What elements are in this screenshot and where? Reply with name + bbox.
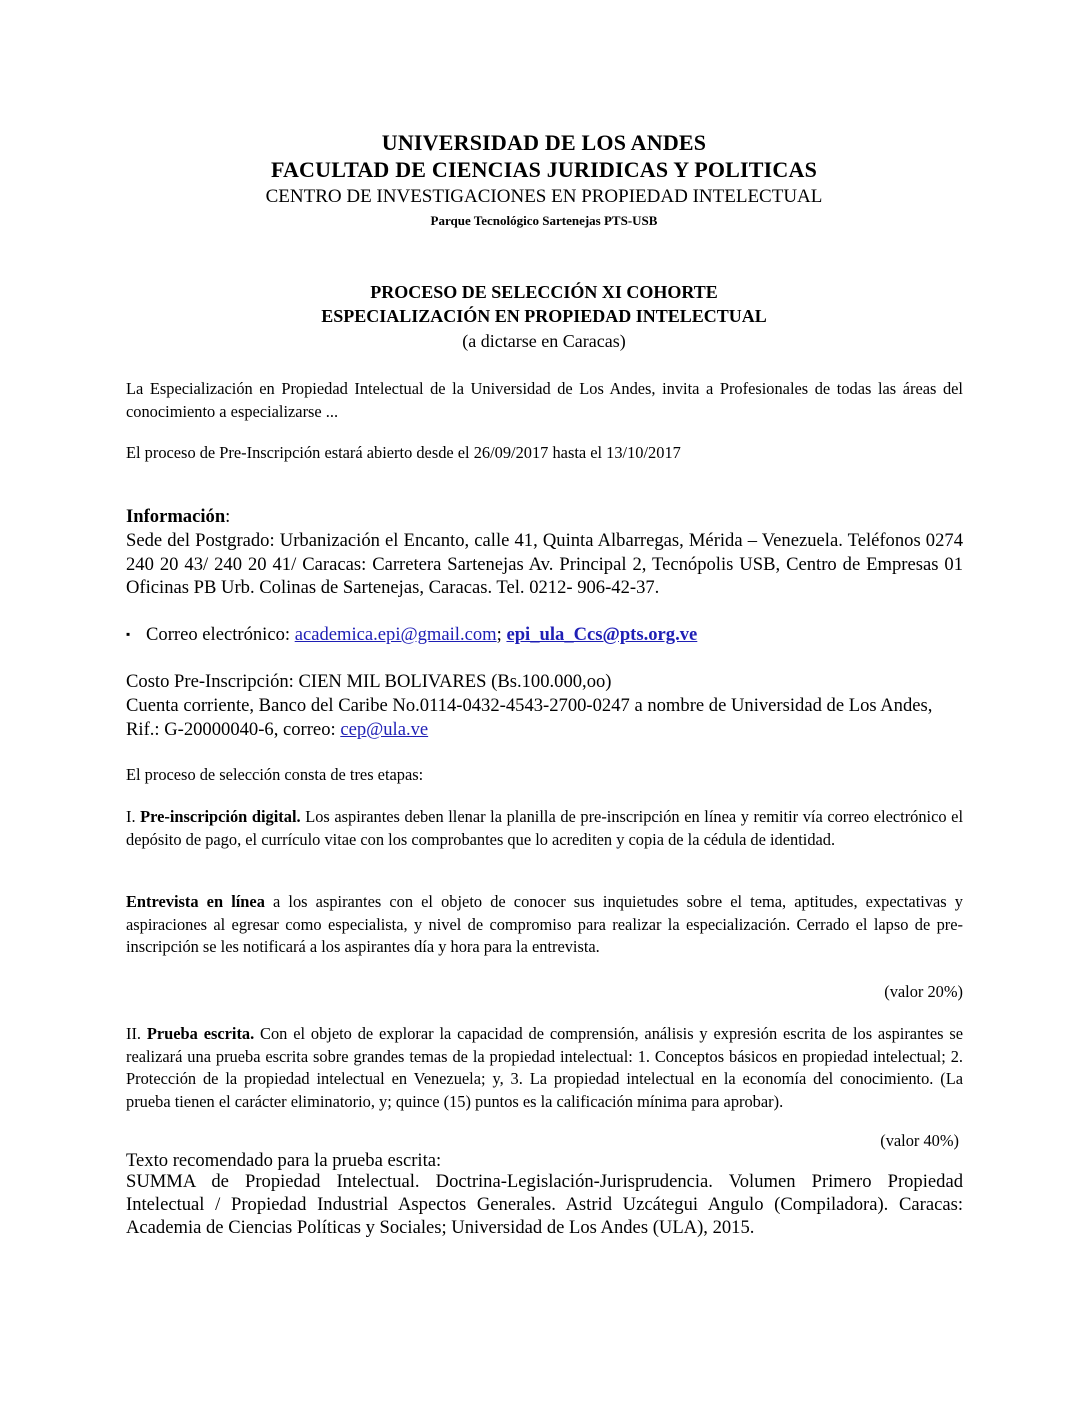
stage1-paragraph (126, 806, 963, 851)
interview-paragraph (126, 891, 963, 959)
email-link-academica[interactable]: academica.epi@gmail.com (294, 624, 497, 645)
stage1-text: Los aspirantes deben llenar la planilla de pre-inscripción en línea y remitir vía correo electrónico el depósito de pago, el currículo vitae con los comprobantes que lo acrediten y copia de la cédula de identidad. (126, 807, 963, 849)
university-title: UNIVERSIDAD DE LOS ANDES (381, 130, 707, 155)
interview-title: Entrevista en línea (126, 892, 265, 911)
selection-process-title: PROCESO DE SELECCIÓN XI COHORTE (370, 282, 718, 302)
email-link-cep[interactable]: cep@ula.ve (340, 718, 429, 740)
preinscription-period: El proceso de Pre-Inscripción estará abierto desde el 26/09/2017 hasta el 13/10/2017 (126, 443, 681, 462)
stages-intro: El proceso de selección consta de tres etapas: (126, 765, 424, 784)
bank-account-text: Cuenta corriente, Banco del Caribe No.0114-0432-4543-2700-0247 a nombre de Universidad de Los Andes, Rif.: G-20000040-6, correo: (126, 695, 933, 740)
info-heading-colon: : (225, 506, 231, 527)
tech-park-subtitle: Parque Tecnológico Sartenejas PTS-USB (430, 213, 658, 228)
faculty-title: FACULTAD DE CIENCIAS JURIDICAS Y POLITICAS (270, 157, 818, 182)
stage2-text: Con el objeto de explorar la capacidad de comprensión, análisis y expresión escrita de los aspirantes se realizará una prueba escrita sobre grandes temas de la propiedad intelectual: 1. Conceptos básicos en propiedad intelectual; 2. Protección de la propiedad intelectual en Venezuela; y, 3. La propiedad intelectual en la economía del conocimiento. (La prueba tienen el carácter eliminatorio, y; quince (15) puntos es la calificación mínima para aprobar). (126, 1024, 963, 1111)
stage2-value: (valor 40%) (880, 1131, 959, 1150)
interview-value: (valor 20%) (884, 982, 963, 1001)
bullet-icon: ▪ (126, 627, 131, 641)
location-note: (a dictarse en Caracas) (462, 331, 626, 351)
info-heading-label: Información (126, 506, 226, 527)
research-center-title: CENTRO DE INVESTIGACIONES EN PROPIEDAD INTELECTUAL (265, 186, 823, 207)
bank-account-info (126, 694, 963, 741)
stage2-title: Prueba escrita. (146, 1024, 255, 1043)
stage2-paragraph (126, 1023, 963, 1113)
email-separator: ; (496, 624, 507, 645)
stage2-prefix: II. (126, 1024, 147, 1043)
interview-text: a los aspirantes con el objeto de conocer sus inquietudes sobre el tema, aptitudes, expectativas y aspiraciones al egresar como especialista, y nivel de compromiso para realizar la especialización. Cerrado el lapso de pre-inscripción se les notificará a los aspirantes día y hora para la entrevista. (126, 892, 963, 956)
recommended-text: SUMMA de Propiedad Intelectual. Doctrina-Legislación-Jurisprudencia. Volumen Primero Propiedad Intelectual / Propiedad Industrial Aspectos Generales. Astrid Uzcátegui Angulo (Compiladora). Caracas: Academia de Ciencias Políticas y Sociales; Universidad de Los Andes (ULA), 2015. (126, 1171, 963, 1238)
email-line (126, 623, 963, 647)
intro-paragraph: La Especialización en Propiedad Intelectual de la Universidad de Los Andes, invita a Profesionales de todas las áreas del conocimiento a especializarse ... (126, 379, 963, 421)
specialization-title: ESPECIALIZACIÓN EN PROPIEDAD INTELECTUAL (321, 306, 767, 326)
recommended-label: Texto recomendado para la prueba escrita: (126, 1150, 442, 1171)
info-address: Sede del Postgrado: Urbanización el Encanto, calle 41, Quinta Albarregas, Mérida – Venezuela. Teléfonos 0274 240 20 43/ 240 20 41/ Caracas: Carretera Sartenejas Av. Principal 2, Tecnópolis USB, Centro de Empresas 01 Oficinas PB Urb. Colinas de Sartenejas, Caracas. Tel. 0212- 906-42-37. (126, 530, 963, 599)
stage1-prefix: I. (126, 807, 141, 826)
cost-line: Costo Pre-Inscripción: CIEN MIL BOLIVARES (Bs.100.000,oo) (126, 671, 612, 692)
email-label: Correo electrónico: (146, 624, 295, 645)
email-link-epi-ula[interactable]: epi_ula_Ccs@pts.org.ve (506, 624, 698, 645)
stage1-title: Pre-inscripción digital. (140, 807, 301, 826)
info-heading (126, 505, 963, 529)
